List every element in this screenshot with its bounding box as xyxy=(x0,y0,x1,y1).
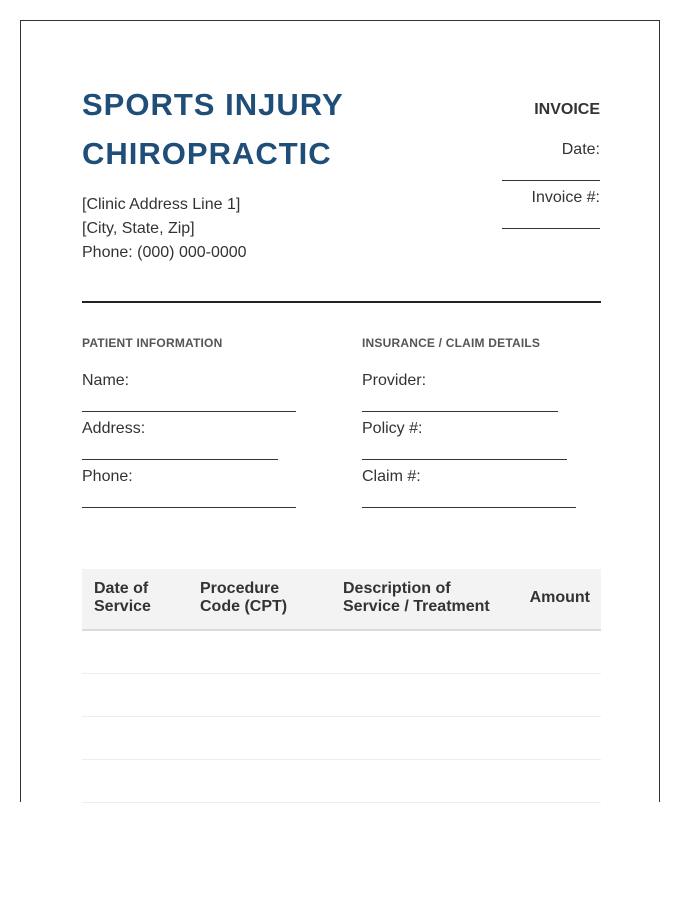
invoice-title: INVOICE xyxy=(534,101,600,118)
clinic-address-line-1: [Clinic Address Line 1] xyxy=(82,196,241,213)
column-header-date: Date of Service xyxy=(94,580,151,615)
table-row[interactable] xyxy=(82,674,601,717)
column-header-amount: Amount xyxy=(529,589,590,606)
clinic-phone: Phone: (000) 000-0000 xyxy=(82,244,247,261)
invoice-date-label: Date: xyxy=(561,141,600,158)
invoice-number-label: Invoice #: xyxy=(531,189,600,206)
insurance-policy-field[interactable] xyxy=(362,459,567,460)
invoice-date-field[interactable] xyxy=(502,180,600,181)
header-divider xyxy=(82,301,601,303)
patient-address-field[interactable] xyxy=(82,459,278,460)
table-row[interactable] xyxy=(82,631,601,674)
insurance-policy-label: Policy #: xyxy=(362,420,423,437)
table-header xyxy=(82,569,601,631)
insurance-heading: INSURANCE / CLAIM DETAILS xyxy=(362,336,541,350)
invoice-page xyxy=(20,20,660,802)
insurance-claim-field[interactable] xyxy=(362,507,576,508)
column-header-description: Description of Service / Treatment xyxy=(343,580,490,615)
patient-phone-field[interactable] xyxy=(82,507,296,508)
insurance-provider-label: Provider: xyxy=(362,372,427,389)
insurance-claim-label: Claim #: xyxy=(362,468,421,485)
table-row[interactable] xyxy=(82,760,601,803)
clinic-name-line-1: SPORTS INJURY xyxy=(82,87,344,122)
patient-info-heading: PATIENT INFORMATION xyxy=(82,336,223,350)
invoice-number-field[interactable] xyxy=(502,228,600,229)
insurance-provider-field[interactable] xyxy=(362,411,558,412)
services-table xyxy=(82,569,601,803)
patient-address-label: Address: xyxy=(82,420,146,437)
column-header-procedure-code: Procedure Code (CPT) xyxy=(200,580,288,615)
patient-name-field[interactable] xyxy=(82,411,296,412)
clinic-name-line-2: CHIROPRACTIC xyxy=(82,136,332,171)
patient-name-label: Name: xyxy=(82,372,130,389)
patient-phone-label: Phone: xyxy=(82,468,133,485)
clinic-address-line-2: [City, State, Zip] xyxy=(82,220,195,237)
table-row[interactable] xyxy=(82,717,601,760)
